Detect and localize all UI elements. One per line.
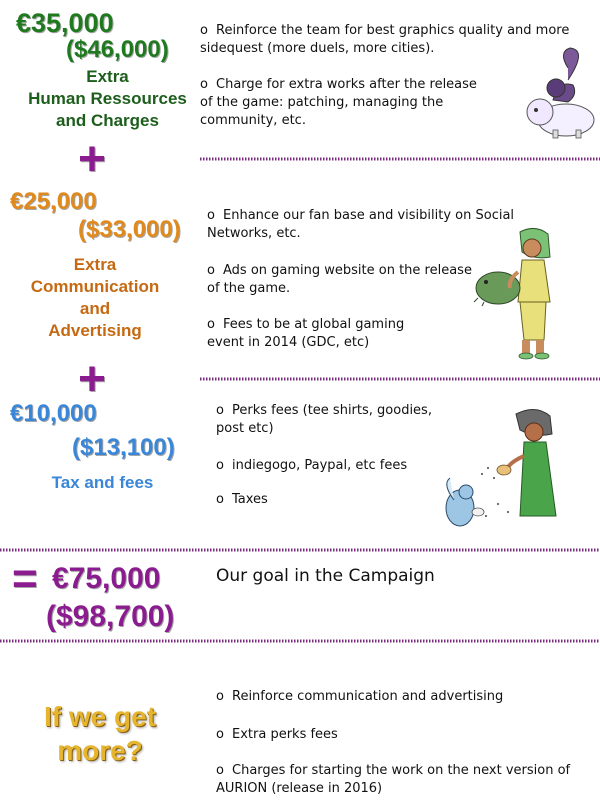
list-item-text: Enhance our fan base and visibility on Social Networks, etc. (207, 208, 515, 241)
section2-usd-amount: ($33,000) (78, 216, 181, 243)
character-illustration (470, 222, 580, 364)
list-item (216, 762, 586, 798)
section1-label-line: Human Ressources (28, 89, 187, 108)
list-item (216, 688, 556, 706)
bullet-icon: o (216, 403, 224, 418)
list-item (216, 457, 456, 475)
creature-illustration (498, 40, 598, 140)
bullet-icon: o (216, 689, 224, 704)
total-eur-amount: €75,000 (52, 562, 161, 595)
list-item-text: Extra perks fees (232, 727, 338, 742)
section1-label-line: and Charges (56, 111, 159, 130)
list-item (207, 262, 487, 298)
section2-label (0, 254, 190, 342)
bullet-icon: o (216, 458, 224, 473)
list-item-text: indiegogo, Paypal, etc fees (232, 458, 408, 473)
bullet-icon: o (216, 492, 224, 507)
list-item-text: Ads on gaming website on the release of the game. (207, 263, 472, 296)
more-label-line: If we get (43, 701, 156, 732)
divider (0, 636, 600, 646)
bullet-icon: o (200, 77, 208, 92)
section3-label (0, 472, 205, 494)
bullet-icon: o (200, 23, 208, 38)
list-item-text: Charges for starting the work on the next version of AURION (release in 2016) (216, 763, 571, 796)
section1-label-line: Extra (86, 67, 129, 86)
bullet-icon: o (216, 763, 224, 778)
divider (0, 545, 600, 555)
equals-symbol: = (12, 554, 38, 603)
section1-usd-amount: ($46,000) (66, 36, 169, 63)
section3-label-line: Tax and fees (51, 473, 154, 492)
list-item-text: Reinforce the team for best graphics quality and more sidequest (more duels, more cities). (200, 23, 570, 56)
section2-label-line: and (79, 299, 111, 318)
list-item-text: Reinforce communication and advertising (232, 689, 504, 704)
list-item-text: Charge for extra works after the release of the game: patching, managing the community, etc. (200, 77, 477, 128)
bullet-icon: o (207, 208, 215, 223)
section1-label (0, 66, 215, 132)
section3-usd-amount: ($13,100) (72, 434, 175, 461)
section2-label-line: Extra (73, 255, 117, 274)
plus-symbol: + (78, 133, 107, 186)
list-item (207, 316, 427, 352)
total-usd-amount: ($98,700) (46, 600, 175, 633)
section2-label-line: Advertising (48, 321, 142, 340)
section2-label-line: Communication (30, 277, 160, 296)
list-item-text: Taxes (232, 492, 268, 507)
goal-text: Our goal in the Campaign (216, 566, 435, 586)
bullet-icon: o (216, 727, 224, 742)
list-item-text: Perks fees (tee shirts, goodies, post etc) (216, 403, 432, 436)
feeding-bird-illustration (438, 404, 568, 534)
list-item (200, 76, 490, 130)
section1-eur-amount: €35,000 (16, 8, 114, 38)
bullet-icon: o (207, 317, 215, 332)
more-label-line: more? (57, 735, 143, 766)
plus-symbol: + (78, 353, 107, 406)
list-item (216, 726, 556, 744)
section2-eur-amount: €25,000 (10, 188, 97, 215)
list-item-text: Fees to be at global gaming event in 2014 (GDC, etc) (207, 317, 405, 350)
bullet-icon: o (207, 263, 215, 278)
list-item (216, 491, 416, 509)
section3-eur-amount: €10,000 (10, 400, 97, 427)
list-item (216, 402, 436, 438)
more-label (0, 700, 200, 768)
